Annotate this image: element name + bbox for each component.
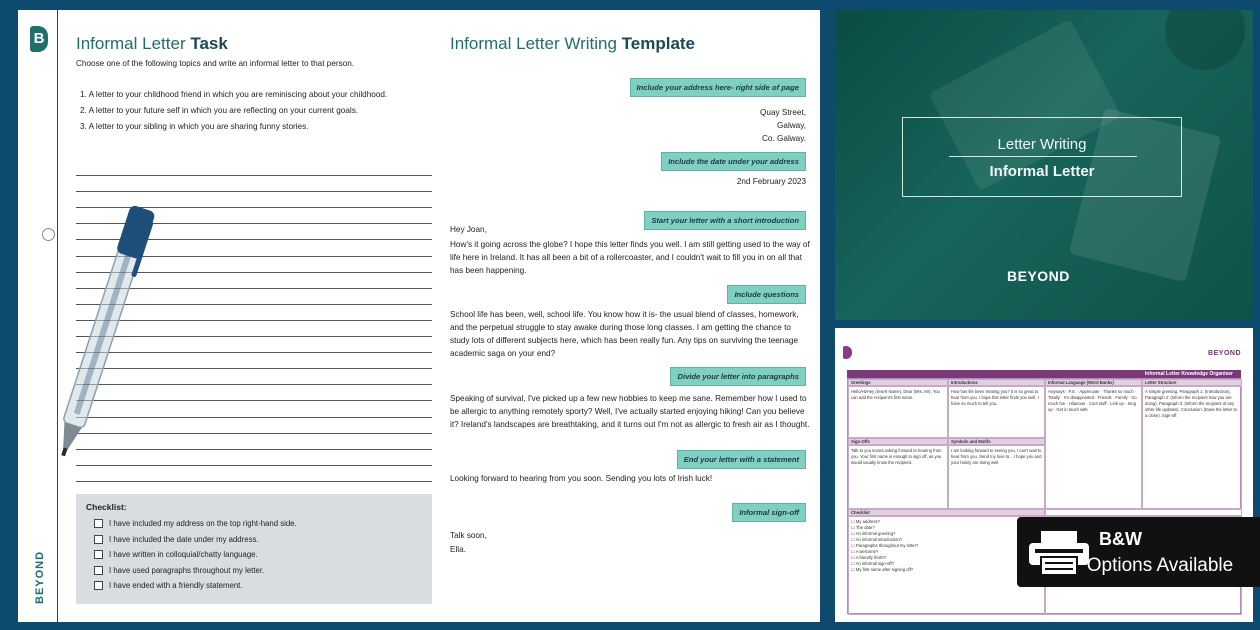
organiser-check-item: ☐ A welcome?	[851, 549, 879, 554]
grid-header: Letter Structure	[1142, 379, 1242, 386]
grid-header: Informal Language (Word Banks)	[1045, 379, 1142, 386]
checklist-item[interactable]: I have included the date under my address.	[86, 532, 422, 548]
organiser-check-item: ☐ A friendly finish?	[851, 555, 887, 560]
organiser-brand: BEYOND	[1208, 350, 1241, 357]
checklist-item[interactable]: I have included my address on the top right-hand side.	[86, 516, 422, 532]
slide-divider	[949, 156, 1137, 157]
mug-shape	[1165, 10, 1245, 70]
organiser-check-item: ☐ My first name after signing off?	[851, 567, 914, 572]
bw-subtitle: Options Available	[1086, 555, 1234, 576]
organiser-check-item: ☐ The date?	[851, 525, 875, 530]
introductions-cell: How has life been treating you? It is so great to hear from you. I hope this letter finds you well. I have so much to tell you.	[948, 386, 1045, 438]
checklist-heading: Checklist:	[86, 502, 127, 512]
paragraph-4: Looking forward to hearing from you soon. Sending you lots of Irish luck!	[450, 474, 713, 483]
checkbox[interactable]	[94, 550, 103, 559]
topic-item: 2. A letter to your future self in which you are reflecting on your current goals.	[80, 106, 359, 115]
tag-address: Include your address here- right side of page	[630, 78, 806, 97]
tag-introduction: Start your letter with a short introduction	[644, 211, 806, 230]
bw-options-badge[interactable]	[1017, 517, 1260, 587]
beyond-logo: B	[30, 26, 48, 52]
checkbox[interactable]	[94, 581, 103, 590]
checkbox[interactable]	[94, 519, 103, 528]
title-slide	[835, 10, 1253, 320]
organiser-logo-icon	[843, 346, 852, 359]
organiser-heading: Informal Letter Knowledge Organiser	[847, 370, 1241, 378]
tag-signoff: Informal sign-off	[732, 503, 806, 522]
grid-header: Greetings	[848, 379, 948, 386]
brand-vertical: BEYOND	[34, 550, 46, 604]
letter-date: 2nd February 2023	[736, 177, 806, 186]
word-bank-cell: Anyways · P.S. · Appreciate · Thanks so much · Totally · I'm disappointed · Friends · Family · So much fun · Hilarious · Cool stuff · Link up · Sing up · Get in touch with	[1045, 386, 1142, 509]
tag-questions: Include questions	[727, 285, 806, 304]
signoffs-cell: Talk to you soon/Looking forward to hearing from you. Your first name is enough to sign off, as you would usually know the recipient.	[848, 445, 948, 509]
pen-icon	[48, 198, 158, 468]
checklist-item[interactable]: I have ended with a friendly statement.	[86, 578, 422, 594]
checklist-item[interactable]: I have written in colloquial/chatty language.	[86, 547, 422, 563]
paragraph-3: Speaking of survival, I've picked up a few new hobbies to keep me sane. Remember how I used to be allergic to anything remotely sporty? Well, I've actually started enjoying hiking! Can you believe it? Ireland's landscapes are breathtaking, and it turns out I'm not as allergic to fresh air as I thought.	[450, 394, 810, 429]
task-title: Informal Letter Task	[76, 34, 228, 53]
organiser-check-item: ☐ My address?	[851, 519, 880, 524]
phrases-cell: I am looking forward to seeing you. I can't wait to hear from you. Send my love to... I hope you and your family are doing well.	[948, 445, 1045, 509]
tag-paragraphs: Divide your letter into paragraphs	[670, 367, 806, 386]
checkbox[interactable]	[94, 566, 103, 575]
signature-name: Ella.	[450, 545, 466, 554]
tag-statement: End your letter with a statement	[677, 450, 806, 469]
greetings-cell: Hello/Hi/Hey (Insert Name). Dear (Mrs. Mr). You can add the recipient's first name.	[848, 386, 948, 438]
slide-brand-logo: BEYOND	[1007, 268, 1070, 284]
grid-header: Sign-Offs	[848, 438, 948, 445]
grid-header: Symbols and Motifs	[948, 438, 1045, 445]
grid-header: Checklist	[848, 509, 1045, 516]
bw-title: B&W	[1099, 529, 1142, 549]
slide-title-box	[902, 117, 1182, 197]
checkbox[interactable]	[94, 535, 103, 544]
sender-address: Quay Street, Galway, Co. Galway.	[760, 108, 806, 143]
template-title: Informal Letter Writing Template	[450, 34, 696, 53]
paragraph-1: How's it going across the globe? I hope this letter finds you well. I am still getting used to the way of life here in Ireland. It has all been a bit of a rollercoaster, and I couldn't wait to fill you in on all that has been happening.	[450, 240, 810, 275]
organiser-check-item: ☐ Paragraphs throughout my letter?	[851, 543, 919, 548]
paragraph-2: School life has been, well, school life. You know how it is- the usual blend of classes, homework, and the perpetual struggle to stay awake during those long classes. I am getting the chance to study lots of different subjects here, which has been really fun. Any tips on surviving the teenage academic saga on your end?	[450, 310, 799, 358]
topic-item: 1. A letter to your childhood friend in which you are reminiscing about your childhood.	[80, 90, 388, 99]
structure-cell: A simple greeting. Paragraph 1: (Introduction). Paragraph 2: (Inform the recipient how you are doing). Paragraph 3: (Inform the recipient of any other life updates). Conclusion: (Ease the letter to a close). Sign-off.	[1142, 386, 1242, 509]
checklist-item[interactable]: I have used paragraphs throughout my letter.	[86, 563, 422, 579]
organiser-check-item: ☐ An informal greeting?	[851, 531, 896, 536]
grid-blank	[1045, 509, 1242, 516]
grid-header: Introductions	[948, 379, 1045, 386]
slide-title: Letter Writing	[997, 136, 1087, 153]
topic-list	[80, 90, 387, 138]
organiser-check-item: ☐ An informal sign-off?	[851, 561, 895, 566]
organiser-checklist	[848, 516, 1045, 615]
task-worksheet	[18, 10, 452, 622]
topic-item: 3. A letter to your sibling in which you are sharing funny stories.	[80, 122, 309, 131]
checklist-box	[76, 494, 432, 604]
template-page	[434, 10, 820, 622]
task-intro: Choose one of the following topics and write an informal letter to that person.	[76, 59, 355, 68]
greeting: Hey Joan,	[450, 225, 487, 234]
tag-date: Include the date under your address	[661, 152, 806, 171]
organiser-check-item: ☐ An informal introduction?	[851, 537, 903, 542]
slide-subtitle: Informal Letter	[989, 163, 1095, 180]
closing: Talk soon,	[450, 531, 487, 540]
